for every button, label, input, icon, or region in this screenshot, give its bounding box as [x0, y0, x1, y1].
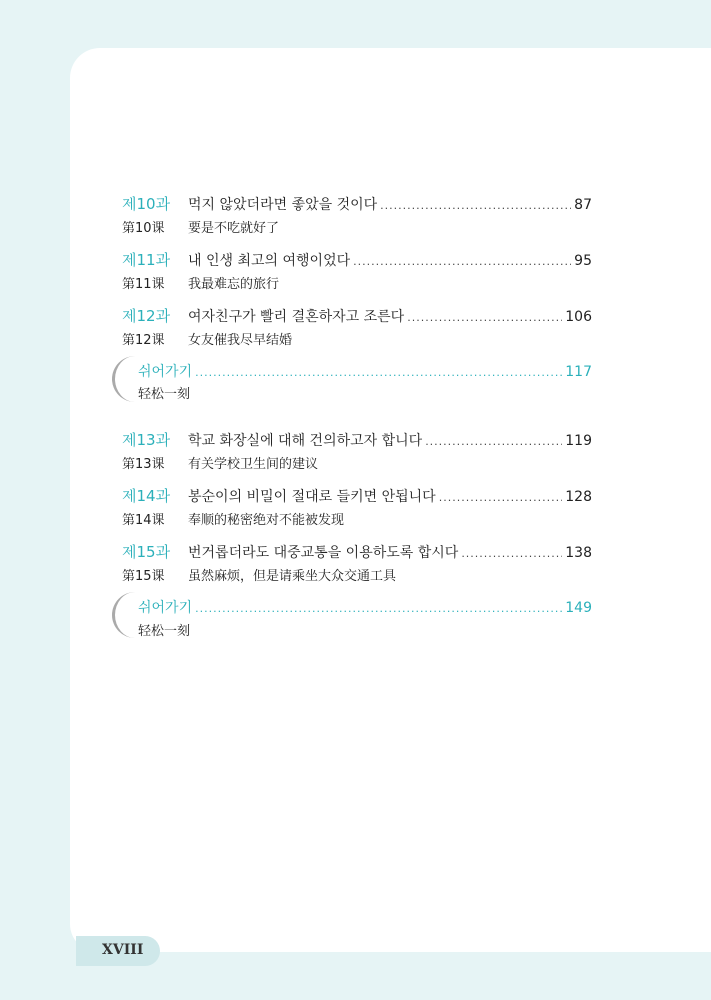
toc-entry-15[interactable]	[122, 541, 592, 562]
toc-entry-13[interactable]	[122, 429, 592, 450]
lesson-title-cn: 我最难忘的旅行	[188, 277, 280, 292]
lesson-number-cn: 第15课	[122, 569, 165, 584]
toc-entry-10[interactable]	[122, 193, 592, 214]
toc-entry-14-cn	[122, 509, 344, 528]
page-number: 95	[574, 253, 592, 269]
dot-leader	[353, 255, 571, 268]
toc-entry-15-cn	[122, 565, 396, 584]
lesson-title-cn: 奉顺的秘密绝对不能被发现	[188, 513, 345, 528]
break-title-cn: 轻松一刻	[138, 624, 191, 639]
dot-leader	[407, 311, 562, 324]
page-number: 87	[574, 197, 592, 213]
lesson-title-cn: 虽然麻烦，但是请乘坐大众交通工具	[188, 569, 397, 584]
toc-entry-14[interactable]	[122, 485, 592, 506]
lesson-number-cn: 第14课	[122, 513, 165, 528]
lesson-number: 제10과	[122, 195, 171, 213]
lesson-title-cn: 有关学校卫生间的建议	[188, 457, 319, 472]
lesson-title: 내 인생 최고의 여행이었다	[188, 253, 351, 269]
lesson-number-cn: 第12课	[122, 333, 165, 348]
toc-entry-12[interactable]	[122, 305, 592, 326]
toc-entry-12-cn	[122, 329, 292, 348]
dot-leader	[195, 602, 562, 615]
lesson-title: 봉순이의 비밀이 절대로 들키면 안됩니다	[188, 489, 436, 505]
lesson-number-cn: 第11课	[122, 277, 165, 292]
lesson-title: 먹지 않았더라면 좋았을 것이다	[188, 197, 378, 213]
break-title-cn: 轻松一刻	[138, 387, 191, 402]
page-number: 119	[565, 433, 592, 449]
toc-entry-11-cn	[122, 273, 279, 292]
dot-leader	[380, 199, 571, 212]
dot-leader	[439, 491, 563, 504]
toc-entry-13-cn	[122, 453, 318, 472]
page-number: 128	[565, 489, 592, 505]
lesson-title: 여자친구가 빨리 결혼하자고 조른다	[188, 309, 405, 325]
lesson-title: 학교 화장실에 대해 건의하고자 합니다	[188, 433, 423, 449]
lesson-number-cn: 第13课	[122, 457, 165, 472]
lesson-number: 제11과	[122, 251, 171, 269]
page-number: 117	[565, 364, 592, 380]
page-number: 106	[565, 309, 592, 325]
lesson-number: 제14과	[122, 487, 171, 505]
page-number: 149	[565, 600, 592, 616]
lesson-title-cn: 女友催我尽早结婚	[188, 333, 293, 348]
break-title: 쉬어가기	[138, 364, 193, 380]
lesson-title: 번거롭더라도 대중교통을 이용하도록 합시다	[188, 545, 459, 561]
dot-leader	[425, 435, 562, 448]
toc-entry-11[interactable]	[122, 249, 592, 270]
toc-entry-break-2[interactable]	[138, 597, 592, 617]
toc-entry-break-1[interactable]	[138, 361, 592, 381]
lesson-number: 제15과	[122, 543, 171, 561]
lesson-number-cn: 第10课	[122, 221, 165, 236]
dot-leader	[461, 547, 562, 560]
folio: XVIII	[102, 942, 144, 958]
page-number: 138	[565, 545, 592, 561]
lesson-title-cn: 要是不吃就好了	[188, 221, 280, 236]
page-number-tab	[76, 936, 160, 966]
dot-leader	[195, 366, 562, 379]
lesson-number: 제13과	[122, 431, 171, 449]
break-title: 쉬어가기	[138, 600, 193, 616]
toc-entry-10-cn	[122, 217, 279, 236]
lesson-number: 제12과	[122, 307, 171, 325]
